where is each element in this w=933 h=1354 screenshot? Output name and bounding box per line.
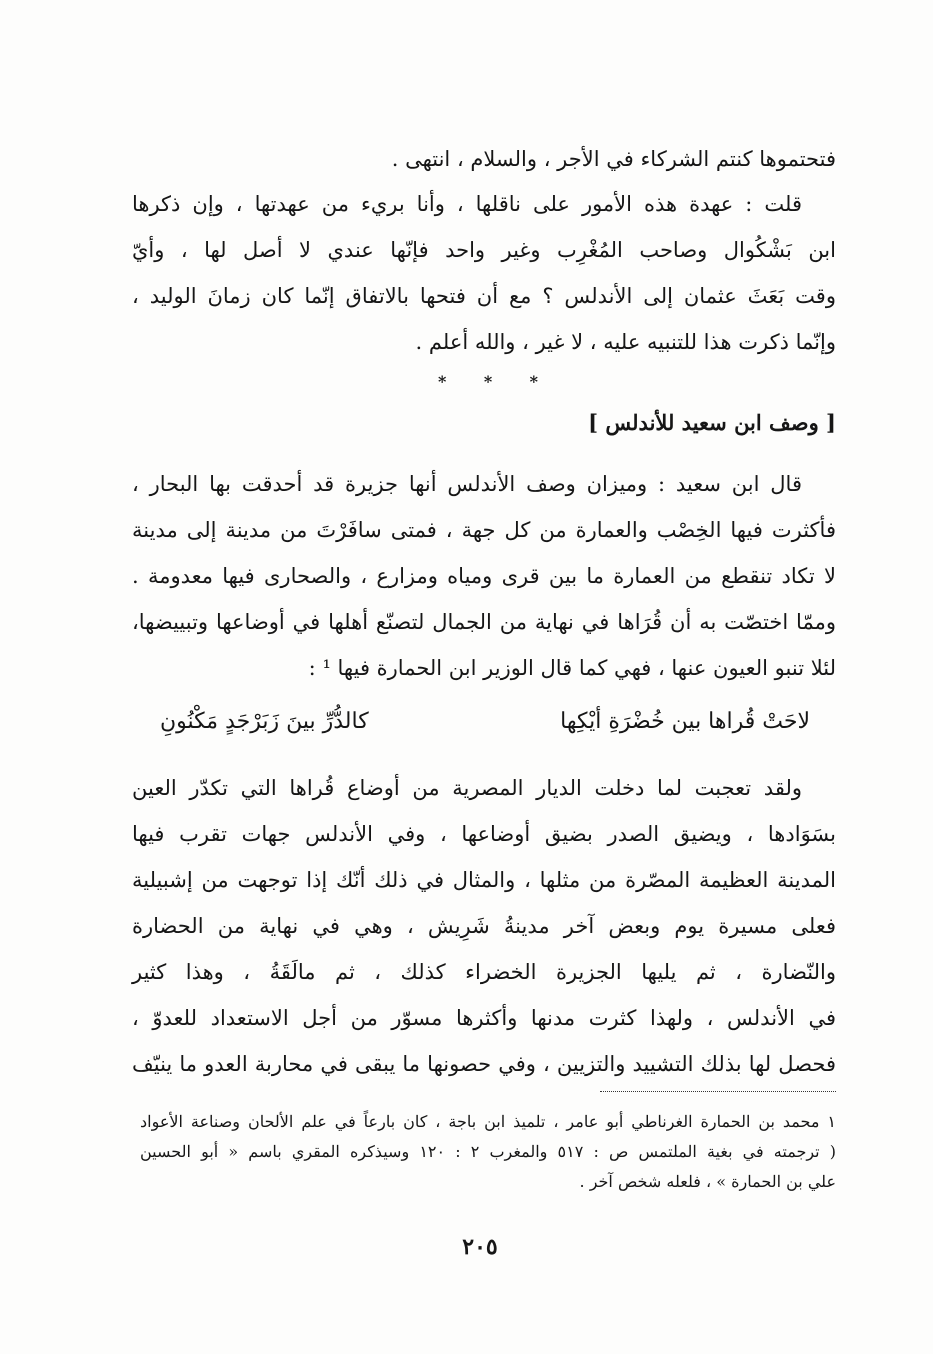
poetry-verse	[160, 697, 810, 747]
text-line: فتحتموها كنتم الشركاء في الأجر ، والسلام ، انتهى .	[391, 147, 836, 171]
text-line: قال ابن سعيد : وميزان وصف الأندلس أنها جزيرة قد أحدقت بها البحار ،	[132, 472, 802, 496]
verse-second-hemistich: كالدُّرِّ بينَ زَبَرْجَدٍ مَكْنُونِ	[160, 709, 369, 734]
text-line: فحصل لها بذلك التشييد والتزيين ، وفي حصونها ما يبقى في محاربة العدو ما ينيّف	[132, 1052, 836, 1076]
paragraph-commentary	[132, 181, 836, 365]
paragraph-comparison	[132, 765, 836, 1087]
text-line: المدينة العظيمة المصّرة من مثلها ، والمثال في ذلك أنّك إذا توجهت من إشبيلية	[132, 868, 836, 892]
paragraph-closing-quote	[132, 136, 836, 182]
footnote	[140, 1107, 836, 1197]
text-line: وإنّما ذكرت هذا للتنبيه عليه ، لا غير ، والله أعلم .	[415, 330, 836, 354]
separator-asterisk: *	[483, 372, 493, 391]
separator-asterisk: *	[438, 372, 447, 391]
text-line: فأكثرت فيها الخِصْب والعمارة من كل جهة ، فمتى سافَرْتَ من مدينة إلى مدينة	[132, 518, 836, 542]
footnote-divider	[600, 1091, 836, 1092]
paragraph-description	[132, 461, 836, 691]
text-line: في الأندلس ، ولهذا كثرت مدنها وأكثرها مسوّر من أجل الاستعداد للعدوّ ،	[132, 1006, 836, 1030]
text-line: فعلى مسيرة يوم وبعض آخر مدينةُ شَرِيش ، وهي في نهاية من الحضارة	[132, 914, 836, 938]
text-line: بسَوَادها ، ويضيق الصدر بضيق أوضاعها ، وفي الأندلس جهات تقرب فيها	[132, 822, 836, 846]
text-line: لئلا تنبو العيون عنها ، فهي كما قال الوزير ابن الحمارة فيها ¹ :	[308, 656, 836, 680]
section-separator	[438, 372, 538, 392]
text-line: وممّا اختصّت به أن قُرَاها في نهاية من الجمال لتصنّع أهلها في أوضاعها وتبييضها،	[132, 610, 836, 634]
separator-asterisk: *	[529, 372, 538, 391]
verse-first-hemistich: لاحَتْ قُراها بين خُضْرَةِ أيْكِها	[560, 709, 810, 734]
footnote-line: ١ محمد بن الحمارة الغرناطي أبو عامر ، تلميذ ابن باجة ، كان بارعاً في علم الألحان وصناعة الأعواد	[140, 1112, 836, 1131]
text-line: والنّضارة ، ثم يليها الجزيرة الخضراء كذلك ، ثم مالَقَةُ ، وهذا كثير	[132, 960, 836, 984]
text-line: ابن بَشْكُوال وصاحب المُغْرِب وغير واحد فإنّها عندي لا أصل لها ، وأيّ	[132, 238, 836, 262]
page-number: ٢٠٥	[462, 1234, 498, 1260]
text-line: قلت : عهدة هذه الأمور على ناقلها ، وأنا بريء من عهدتها ، وإن ذكرها	[132, 192, 802, 216]
text-line: ولقد تعجبت لما دخلت الديار المصرية من أوضاع قُراها التي تكدّر العين	[132, 776, 802, 800]
footnote-line: ( ترجمته في بغية الملتمس ص : ٥١٧ والمغرب ٢ : ١٢٠ وسيذكره المقري باسم « أبو الحسين	[140, 1142, 837, 1161]
text-line: لا تكاد تنقطع من العمارة ما بين قرى ومياه ومزارع ، والصحارى فيها معدومة .	[132, 564, 836, 588]
text-line: وقت بَعَثَ عثمان إلى الأندلس ؟ مع أن فتحها بالاتفاق إنّما كان زمانَ الوليد ،	[132, 284, 836, 308]
section-heading: [ وصف ابن سعيد للأندلس ]	[588, 410, 836, 435]
footnote-line: علي بن الحمارة » ، فلعله شخص آخر .	[579, 1172, 836, 1191]
